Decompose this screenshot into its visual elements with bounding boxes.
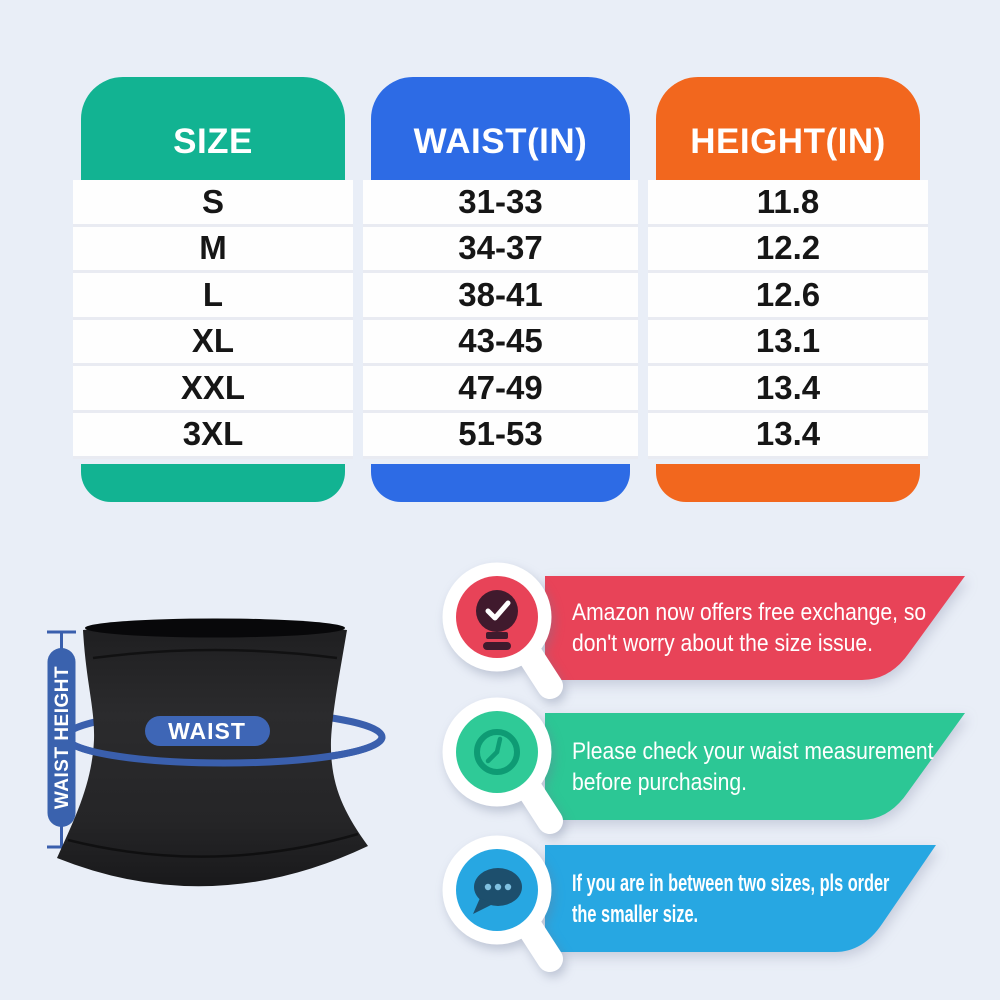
table-cell: 43-45	[363, 320, 638, 367]
lightbulb-check-icon	[440, 560, 570, 705]
column-footer-cap	[656, 464, 920, 502]
table-cell: 47-49	[363, 366, 638, 413]
table-cell: 11.8	[648, 180, 928, 227]
table-cell: S	[73, 180, 353, 227]
callout-text-line: before purchasing.	[572, 768, 747, 796]
callout-text-line: Please check your waist measurement	[572, 737, 934, 765]
waist-column	[363, 77, 638, 502]
height-column	[648, 77, 928, 502]
chat-dots-icon	[440, 833, 570, 978]
column-footer-cap	[371, 464, 630, 502]
table-cell: 31-33	[363, 180, 638, 227]
table-cell: XL	[73, 320, 353, 367]
column-footer-cap	[81, 464, 345, 502]
size-column	[73, 77, 353, 502]
table-cell: 38-41	[363, 273, 638, 320]
waist-label: WAIST	[168, 718, 246, 744]
table-cell: 13.4	[648, 366, 928, 413]
waist-height-pill	[48, 648, 76, 827]
waist-column-header: WAIST(IN)	[371, 77, 630, 180]
callout-text	[572, 845, 1000, 952]
callout-between-sizes	[545, 845, 938, 952]
waist-trainer-diagram	[0, 588, 440, 918]
size-column-header: SIZE	[81, 77, 345, 180]
table-cell: 51-53	[363, 413, 638, 460]
table-cell: 12.2	[648, 227, 928, 274]
waist-height-label: WAIST HEIGHT	[52, 665, 73, 810]
table-cell: XXL	[73, 366, 353, 413]
callout-check-measurement	[545, 713, 967, 820]
table-cell: L	[73, 273, 353, 320]
callout-text-line: the smaller size.	[572, 900, 699, 928]
table-cell: 13.1	[648, 320, 928, 367]
chat-dots	[485, 884, 511, 890]
table-cell: 34-37	[363, 227, 638, 274]
callout-text-line: If you are in between two sizes, pls order	[572, 869, 890, 897]
table-cell: 12.6	[648, 273, 928, 320]
callout-text	[572, 713, 983, 820]
waist-label-pill	[145, 716, 270, 746]
callout-free-exchange	[545, 576, 967, 680]
table-cell: 3XL	[73, 413, 353, 460]
table-cell: M	[73, 227, 353, 274]
callout-text	[572, 576, 974, 680]
clock-icon	[440, 695, 570, 840]
callout-text-line: don't worry about the size issue.	[572, 630, 874, 657]
height-column-header: HEIGHT(IN)	[656, 77, 920, 180]
callout-text-line: Amazon now offers free exchange, so	[572, 599, 927, 626]
table-cell: 13.4	[648, 413, 928, 460]
trainer-opening	[85, 619, 345, 638]
size-chart-table	[73, 77, 928, 502]
